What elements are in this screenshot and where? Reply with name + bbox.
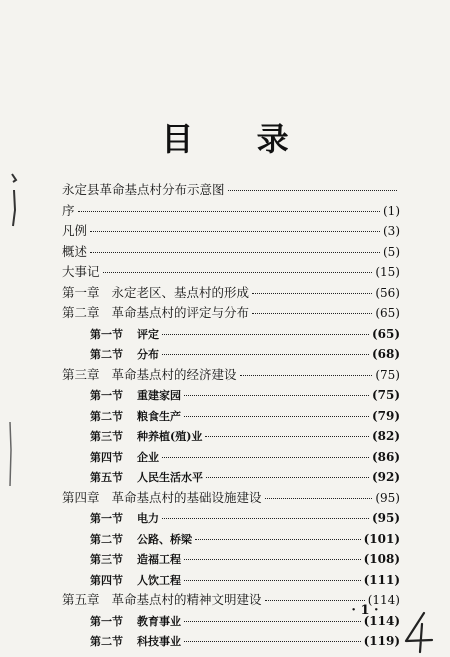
section-number: 第一节 — [90, 512, 123, 525]
dot-leader — [252, 313, 372, 314]
section-number: 第二节 — [90, 409, 123, 423]
toc-chapter-entry — [62, 365, 400, 385]
toc-section-entry — [90, 385, 400, 405]
dot-leader — [103, 272, 373, 273]
page-number: (95) — [375, 490, 400, 505]
section-title: 电力 — [137, 512, 159, 525]
page-number: (3) — [383, 224, 400, 238]
section-number: 第一节 — [90, 389, 123, 402]
page-number: (56) — [375, 285, 400, 300]
toc-chapter-entry — [62, 303, 400, 323]
chapter-title: 革命基点村的精神文明建设 — [111, 592, 262, 607]
section-title: 粮食生产 — [137, 409, 181, 423]
page-number: (1) — [383, 203, 400, 218]
toc-section-entry — [90, 324, 400, 344]
section-title: 重建家园 — [137, 389, 181, 402]
toc-section-entry — [90, 447, 400, 467]
toc-entry — [62, 180, 400, 200]
page-number: (86) — [371, 449, 400, 464]
page-number: (65) — [375, 306, 400, 320]
page-number: (75) — [375, 367, 400, 382]
dot-leader — [78, 211, 380, 212]
toc-entry — [62, 242, 400, 262]
section-title: 教育事业 — [137, 614, 181, 628]
toc-section-entry — [90, 508, 400, 528]
chapter-number: 第五章 — [62, 592, 100, 607]
dot-leader — [206, 477, 369, 478]
section-title: 分布 — [137, 348, 159, 361]
section-number: 第二节 — [90, 348, 123, 361]
entry-title: 永定县革命基点村分布示意图 — [62, 182, 225, 197]
entry-title: 概述 — [62, 243, 88, 259]
entry-title: 凡例 — [62, 223, 88, 238]
page-number: (101) — [363, 531, 400, 546]
section-number: 第五节 — [90, 471, 123, 484]
dot-leader — [205, 436, 369, 437]
toc-section-entry — [90, 549, 400, 569]
page-number: (82) — [371, 429, 400, 443]
section-title: 人民生活水平 — [137, 471, 203, 484]
page-number: (114) — [363, 613, 400, 628]
page-number: (75) — [371, 388, 400, 402]
dot-leader — [184, 416, 369, 417]
page-number: (95) — [371, 511, 400, 525]
page-title: 目 录 — [161, 120, 315, 158]
section-title: 评定 — [137, 327, 159, 341]
toc-section-entry — [90, 570, 400, 590]
toc-entry — [62, 201, 400, 221]
dot-leader — [162, 334, 369, 335]
toc-chapter-entry — [62, 488, 400, 508]
chapter-number: 第四章 — [62, 489, 100, 505]
section-number: 第三节 — [90, 430, 123, 443]
toc-section-entry — [90, 344, 400, 364]
page-number: (5) — [383, 244, 400, 259]
section-number: 第二节 — [90, 532, 123, 546]
dot-leader — [90, 252, 380, 253]
section-number: 第一节 — [90, 327, 123, 341]
page-number: (119) — [363, 634, 400, 648]
toc-section-entry — [90, 467, 400, 487]
section-number: 第一节 — [90, 614, 123, 628]
dot-leader — [228, 190, 397, 191]
toc-entry — [62, 221, 400, 241]
section-title: 种养植(殖)业 — [137, 430, 203, 443]
toc-entry — [62, 262, 400, 282]
section-number: 第四节 — [90, 450, 123, 464]
page-number: (79) — [371, 408, 400, 423]
dot-leader — [184, 621, 361, 622]
scan-edge-mark — [4, 420, 16, 490]
page-number: (65) — [371, 326, 400, 341]
chapter-number: 第一章 — [62, 284, 100, 300]
page-number: (114) — [367, 593, 400, 607]
dot-leader — [162, 457, 369, 458]
dot-leader — [184, 580, 361, 581]
section-number: 第三节 — [90, 553, 123, 566]
entry-title: 序 — [62, 202, 75, 218]
section-title: 人饮工程 — [137, 573, 181, 587]
section-number: 第四节 — [90, 573, 123, 587]
chapter-title: 革命基点村的经济建设 — [111, 366, 237, 382]
page-number: (68) — [371, 347, 400, 361]
toc-section-entry — [90, 426, 400, 446]
chapter-title: 永定老区、基点村的形成 — [111, 284, 250, 300]
dot-leader — [252, 293, 372, 294]
section-title: 科技事业 — [137, 635, 181, 648]
section-title: 造福工程 — [137, 553, 181, 566]
chapter-number: 第二章 — [62, 305, 100, 320]
dot-leader — [162, 518, 369, 519]
chapter-title: 革命基点村的基础设施建设 — [111, 489, 262, 505]
dot-leader — [184, 395, 369, 396]
section-title: 企业 — [137, 450, 159, 464]
dot-leader — [162, 354, 369, 355]
chapter-title: 革命基点村的评定与分布 — [111, 305, 250, 320]
page-number: (108) — [363, 552, 400, 566]
page-folio: · 1 · — [351, 603, 379, 618]
section-number: 第二节 — [90, 635, 123, 648]
toc-section-entry — [90, 406, 400, 426]
entry-title: 大事记 — [62, 264, 100, 279]
page-number: (92) — [371, 470, 400, 484]
scan-edge-mark — [4, 170, 22, 230]
handwritten-page-number — [398, 610, 438, 654]
dot-leader — [265, 600, 365, 601]
dot-leader — [90, 231, 380, 232]
dot-leader — [265, 498, 373, 499]
page-number: (111) — [363, 572, 400, 587]
toc-section-entry — [90, 631, 400, 651]
toc-section-entry — [90, 529, 400, 549]
dot-leader — [240, 375, 373, 376]
dot-leader — [184, 559, 361, 560]
dot-leader — [195, 539, 361, 540]
page-number: (15) — [375, 265, 400, 279]
chapter-number: 第三章 — [62, 366, 100, 382]
dot-leader — [184, 641, 361, 642]
toc-chapter-entry — [62, 283, 400, 303]
section-title: 公路、桥梁 — [137, 532, 192, 546]
